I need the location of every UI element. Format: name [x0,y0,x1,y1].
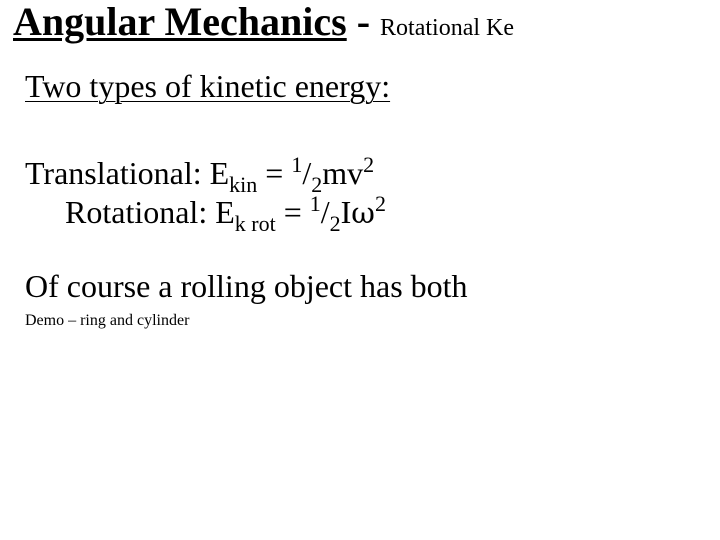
translational-label: Translational: E [25,155,230,191]
rotational-frac-slash: / [320,194,330,230]
rotational-exponent: 2 [374,191,386,216]
rotational-inertia: I [340,194,352,230]
translational-equation [25,152,375,197]
slide-title [13,2,514,42]
translational-frac-slash: / [302,155,312,191]
rotational-frac-denominator: 2 [329,211,341,236]
rolling-statement: Of course a rolling object has both [25,268,468,304]
rotational-equation [65,191,386,236]
translational-subscript: kin [229,172,258,197]
title-separator: - [346,0,381,44]
translational-variables: mv [322,155,364,191]
title-main: Angular Mechanics [13,0,347,44]
demo-note: Demo – ring and cylinder [25,312,190,329]
intro-text: Two types of kinetic energy: [25,68,391,104]
rotational-equals: = [275,194,310,230]
rotational-label: Rotational: E [65,194,235,230]
omega-symbol: ω [351,196,375,230]
title-subtitle: Rotational Ke [380,15,515,41]
translational-frac-denominator: 2 [311,172,323,197]
translational-frac-numerator: 1 [291,152,303,177]
translational-equals: = [257,155,292,191]
rotational-subscript: k rot [234,211,276,236]
rotational-frac-numerator: 1 [309,191,321,216]
translational-exponent: 2 [363,152,375,177]
